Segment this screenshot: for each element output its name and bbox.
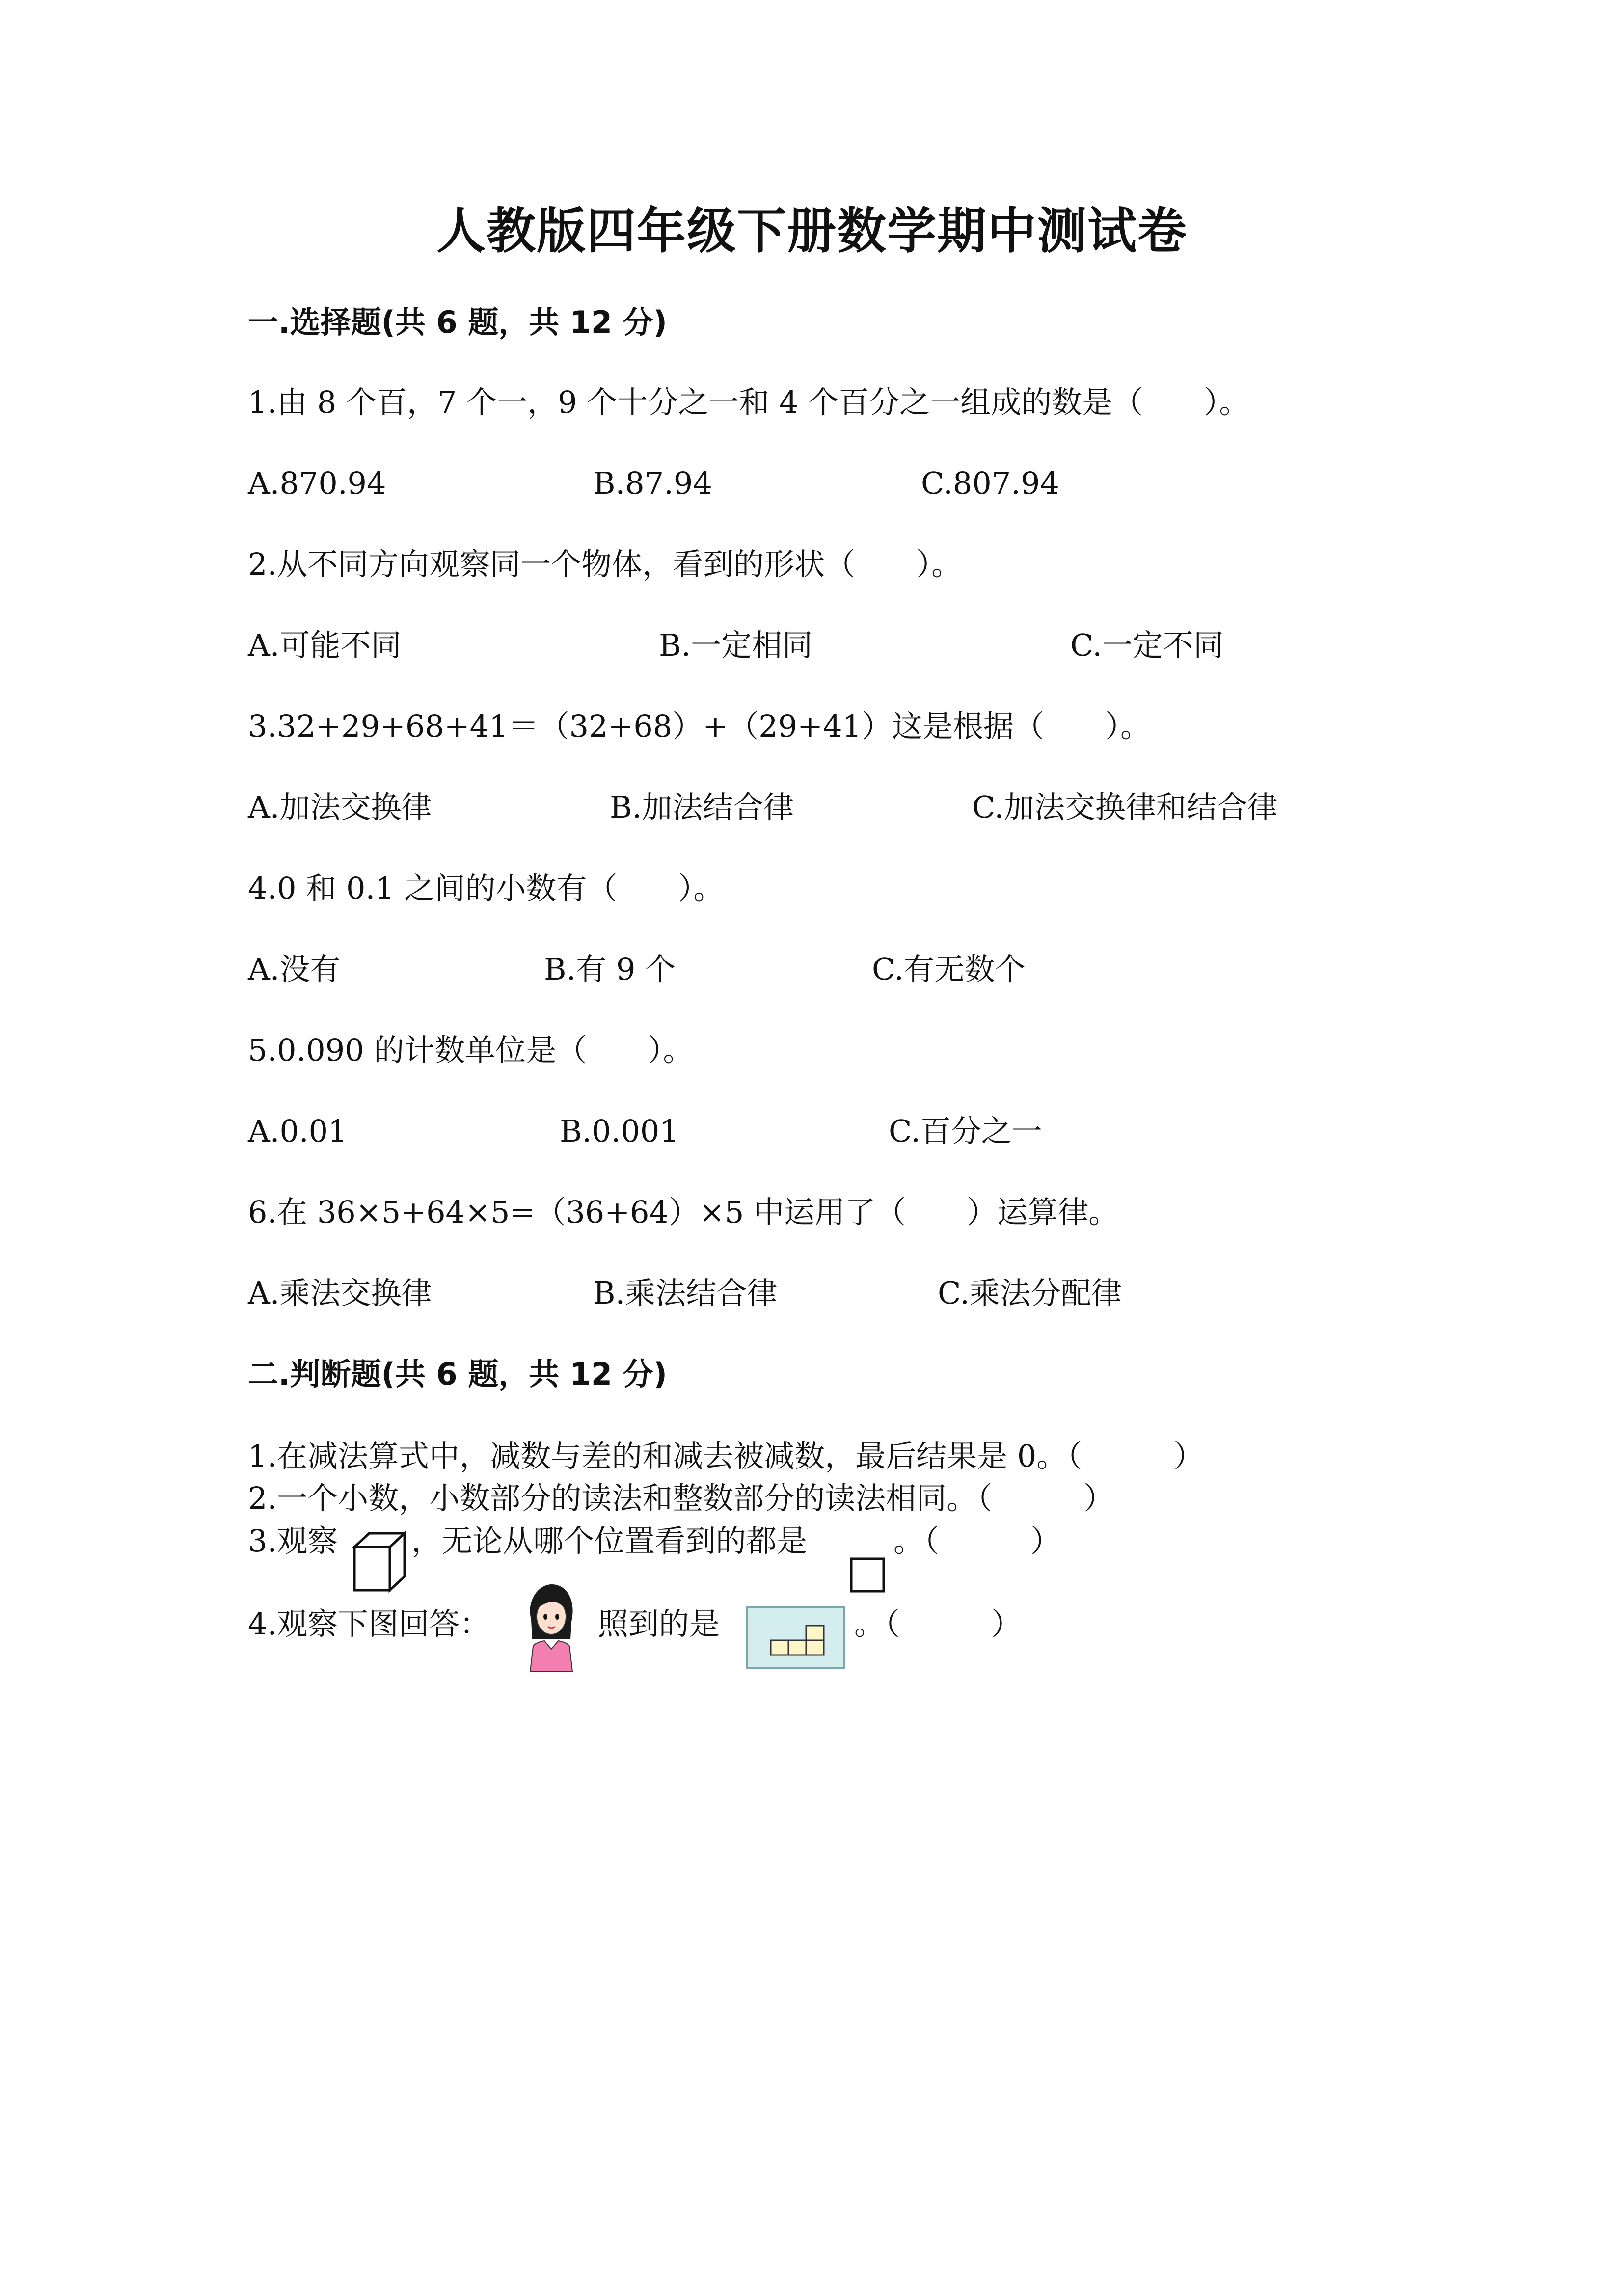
judge-question-3-middle: ，无论从哪个位置看到的都是 — [411, 1523, 808, 1559]
question-2: 2.从不同方向观察同一个物体，看到的形状（ ）。 — [248, 546, 962, 582]
question-3: 3.32+29+68+41＝（32+68）+（29+41）这是根据（ ）。 — [248, 708, 1151, 744]
q6-option-c[interactable]: C.乘法分配律 — [938, 1275, 1122, 1311]
judge-question-1: 1.在减法算式中，减数与差的和减去被减数，最后结果是 0。（ ） — [248, 1438, 1204, 1474]
q2-option-c[interactable]: C.一定不同 — [1070, 627, 1224, 663]
question-1: 1.由 8 个百，7 个一，9 个十分之一和 4 个百分之一组成的数是（ ）。 — [248, 384, 1250, 420]
judge-question-4-middle: 照到的是 — [598, 1606, 720, 1642]
section-heading-choice: 一.选择题(共 6 题，共 12 分) — [248, 304, 667, 340]
cube-icon — [352, 1530, 406, 1593]
q1-option-b[interactable]: B.87.94 — [593, 465, 712, 501]
q3-option-a[interactable]: A.加法交换律 — [248, 789, 432, 825]
question-4: 4.0 和 0.1 之间的小数有（ ）。 — [248, 870, 724, 906]
blocks-view-icon — [745, 1606, 845, 1670]
judge-question-4-suffix: 。（ ） — [854, 1606, 1022, 1642]
judge-question-4-prefix: 4.观察下图回答： — [248, 1606, 490, 1642]
q6-option-b[interactable]: B.乘法结合律 — [593, 1275, 778, 1311]
q6-option-a[interactable]: A.乘法交换律 — [248, 1275, 432, 1311]
judge-question-3-suffix: 。（ ） — [893, 1523, 1061, 1559]
q4-option-a[interactable]: A.没有 — [248, 951, 341, 987]
q5-option-b[interactable]: B.0.001 — [560, 1113, 679, 1149]
page-title: 人教版四年级下册数学期中测试卷 — [436, 202, 1188, 260]
q1-option-c[interactable]: C.807.94 — [921, 465, 1059, 501]
q4-option-c[interactable]: C.有无数个 — [872, 951, 1026, 987]
q1-option-a[interactable]: A.870.94 — [248, 465, 386, 501]
q3-option-c[interactable]: C.加法交换律和结合律 — [972, 789, 1278, 825]
q5-option-a[interactable]: A.0.01 — [248, 1113, 348, 1149]
question-5: 5.0.090 的计数单位是（ ）。 — [248, 1032, 694, 1068]
square-icon — [849, 1557, 886, 1593]
question-6: 6.在 36×5+64×5=（36+64）×5 中运用了（ ）运算律。 — [248, 1194, 1119, 1230]
judge-question-3-prefix: 3.观察 — [248, 1523, 338, 1559]
q3-option-b[interactable]: B.加法结合律 — [610, 789, 794, 825]
q5-option-c[interactable]: C.百分之一 — [889, 1113, 1042, 1149]
q4-option-b[interactable]: B.有 9 个 — [544, 951, 676, 987]
girl-icon — [523, 1581, 578, 1672]
judge-question-2: 2.一个小数，小数部分的读法和整数部分的读法相同。（ ） — [248, 1480, 1114, 1516]
q2-option-a[interactable]: A.可能不同 — [248, 627, 402, 663]
section-heading-judgement: 二.判断题(共 6 题，共 12 分) — [248, 1356, 667, 1392]
q2-option-b[interactable]: B.一定相同 — [659, 627, 813, 663]
